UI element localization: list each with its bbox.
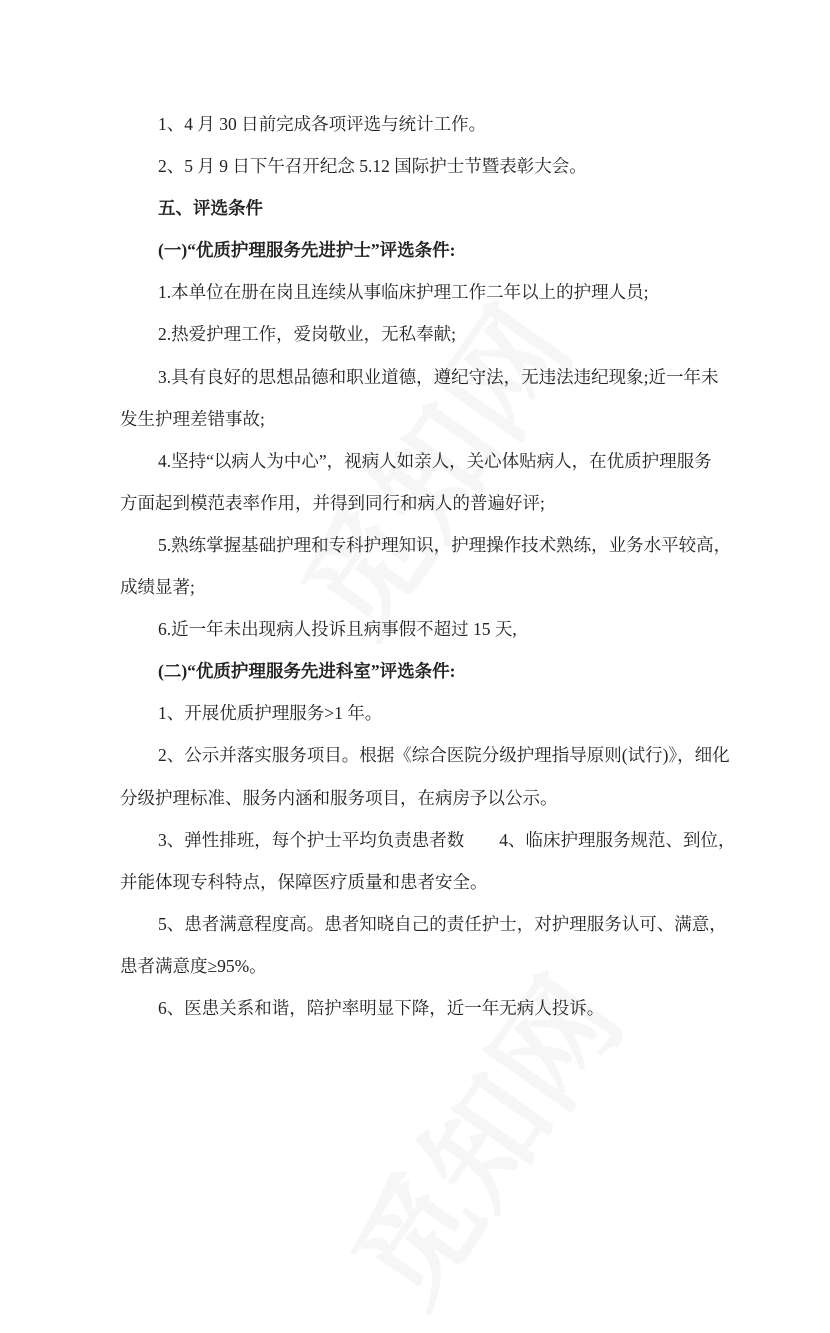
text-line: 2、5 月 9 日下午召开纪念 5.12 国际护士节暨表彰大会。 [158,156,587,177]
text-line: 3、弹性排班，每个护士平均负责患者数 4、临床护理服务规范、到位， [158,829,736,850]
text-line: 成绩显著; [120,577,195,598]
text-line: (一)“优质护理服务先进护士”评选条件: [158,240,456,261]
text-line: 2、公示并落实服务项目。根据《综合医院分级护理指导原则(试行)》，细化 [158,745,730,766]
section-heading [120,229,711,271]
text-line: 发生护理差错事故; [120,408,265,429]
text-line: 并能体现专科特点，保障医疗质量和患者安全。 [120,871,488,892]
paragraph [120,440,711,524]
text-line: (二)“优质护理服务先进科室”评选条件: [158,661,456,682]
paragraph [120,734,730,818]
text-line: 4.坚持“以病人为中心”，视病人如亲人，关心体贴病人，在优质护理服务 [158,450,712,471]
text-line: 1、4 月 30 日前完成各项评选与统计工作。 [158,114,487,134]
text-line: 5、患者满意程度高。患者知晓自己的责任护士，对护理服务认可、满意， [158,913,727,934]
paragraph [120,271,711,313]
text-line: 3.具有良好的思想品德和职业道德，遵纪守法，无违法违纪现象;近一年未 [158,366,719,387]
text-line: 患者满意度≥95%。 [120,955,267,976]
text-line: 分级护理标准、服务内涵和服务项目，在病房予以公示。 [120,787,558,808]
text-line: 5.熟练掌握基础护理和专科护理知识，护理操作技术熟练，业务水平较高， [158,534,732,555]
paragraph [120,819,736,903]
section-heading [120,650,711,692]
document-body [120,103,736,1029]
paragraph [120,103,711,145]
section-heading [120,187,711,229]
paragraph [120,987,711,1029]
text-line: 五、评选条件 [158,198,263,219]
paragraph [120,356,719,440]
paragraph [120,903,727,987]
paragraph [120,608,711,650]
paragraph [120,145,711,187]
paragraph [120,524,732,608]
text-line: 1.本单位在册在岗且连续从事临床护理工作二年以上的护理人员; [158,282,649,303]
paragraph [120,313,711,355]
text-line: 6、医患关系和谐，陪护率明显下降，近一年无病人投诉。 [158,997,605,1018]
paragraph [120,692,711,734]
text-line: 2.热爱护理工作，爱岗敬业，无私奉献; [158,324,456,345]
text-line: 方面起到模范表率作用，并得到同行和病人的普遍好评; [120,492,545,513]
text-line: 6.近一年未出现病人投诉且病事假不超过 15 天, [158,619,517,640]
text-line: 1、开展优质护理服务>1 年。 [158,703,383,724]
